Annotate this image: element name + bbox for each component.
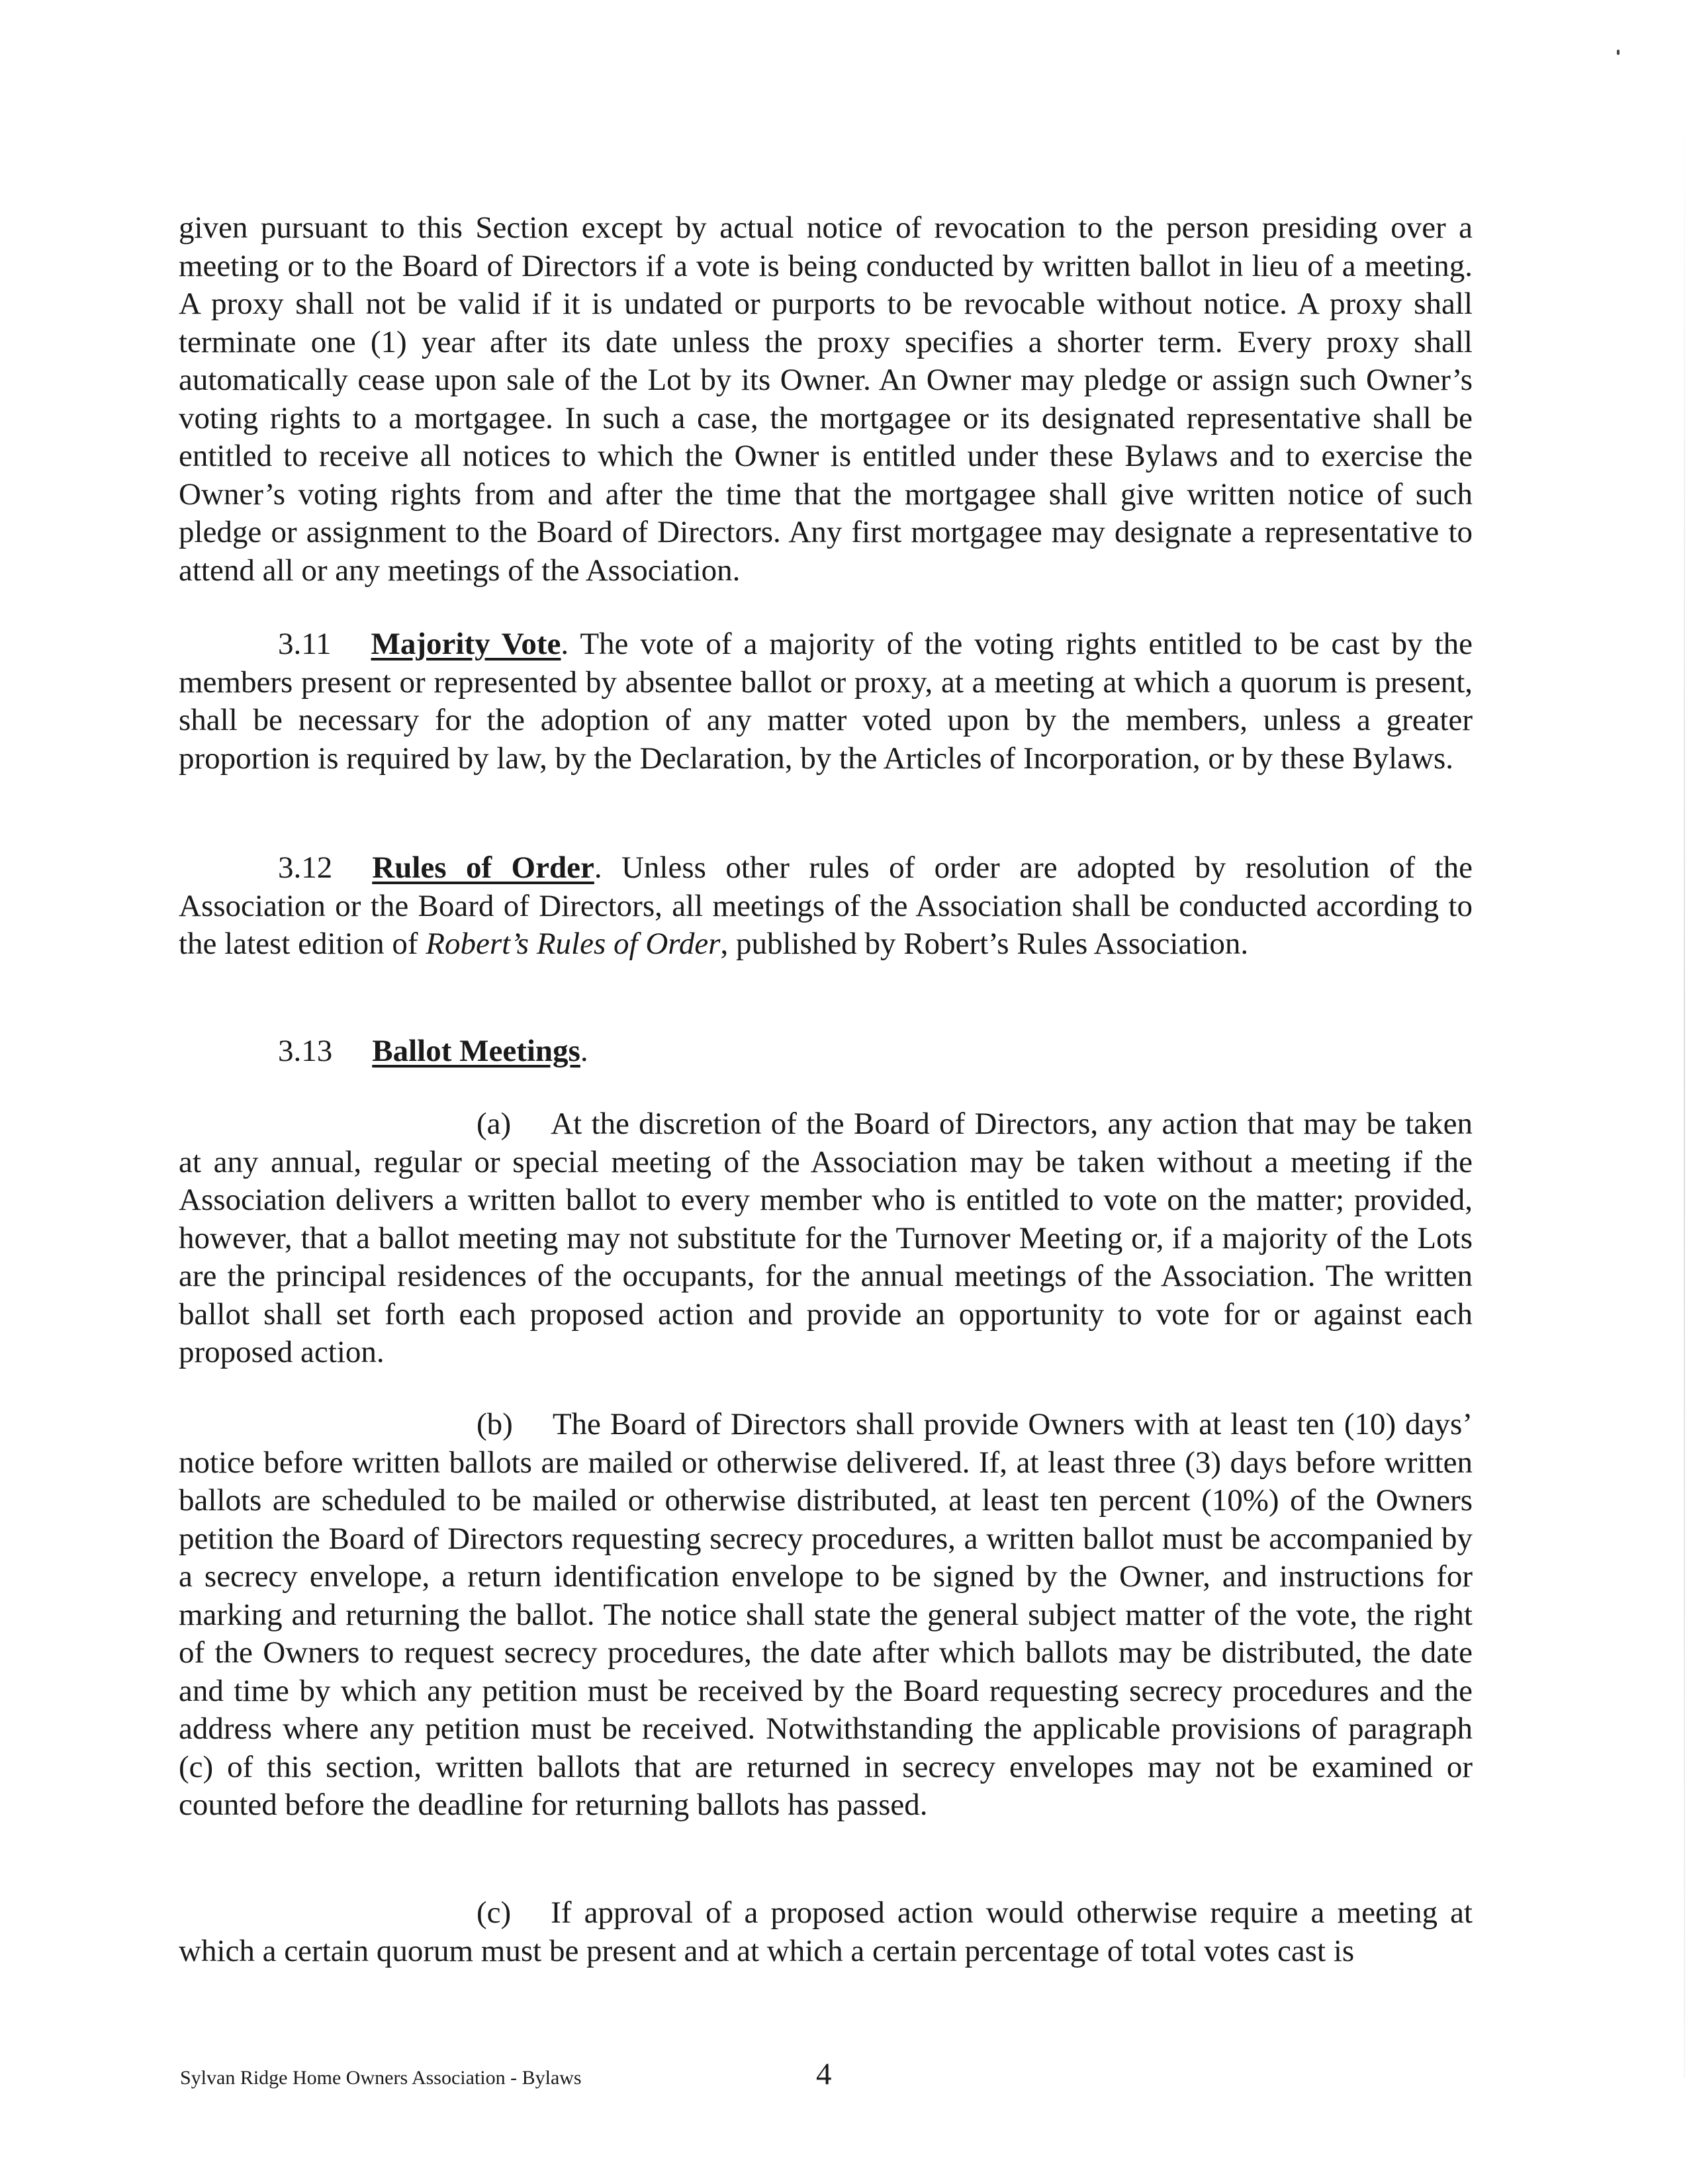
section-3-11-body: The vote of a majority of the voting rights entitled to be cast by the members present or represented by absentee ballot or proxy, at a meeting at which a quorum is present, shall be necessary for the adoption of any matter voted upon by the members, unless a greater proportion is required by law, by the Declaration, by the Articles of Incorporation, or by these Bylaws. (179, 627, 1473, 776)
page-number: 4 (816, 2057, 832, 2091)
continuation-paragraph: given pursuant to this Section except by actual notice of revocation to the person presiding over a meeting or to the Board of Directors if a vote is being conducted by written ballot in lieu of a meeting. A proxy shall not be valid if it is undated or purports to be revocable without notice. A proxy shall terminate one (1) year after its date unless the proxy specifies a shorter term. Every proxy shall automatically cease upon sale of the Lot by its Owner. An Owner may pledge or assign such Owner’s voting rights to a mortgagee. In such a case, the mortgagee or its designated representative shall be entitled to receive all notices to which the Owner is entitled under these Bylaws and to exercise the Owner’s voting rights from and after the time that the mortgagee shall give written notice of such pledge or assignment to the Board of Directors. Any first mortgagee may designate a representative to attend all or any meetings of the Association. (179, 210, 1473, 588)
section-3-13-c (179, 1894, 1473, 1970)
scan-edge-shadow (1684, 93, 1685, 2078)
scan-speck (1617, 50, 1620, 55)
section-3-11-heading: Majority Vote (371, 627, 561, 661)
section-3-11 (179, 625, 1473, 778)
section-3-13-heading-punct: . (580, 1034, 588, 1068)
section-3-12-number: 3.12 (278, 850, 333, 885)
footer-title: Sylvan Ridge Home Owners Association - Bylaws (180, 2067, 582, 2089)
section-3-12-heading-punct: . (594, 850, 602, 885)
section-3-11-heading-punct: . (561, 627, 569, 661)
section-3-12 (179, 849, 1473, 964)
section-3-12-body-start: Unless other rules of order are adopted by resolution of the Association or the Board of Directors, all meetings of the Association shall be conducted according to the latest edition of (179, 850, 1473, 961)
section-3-13-number: 3.13 (278, 1034, 333, 1068)
section-3-12-italic-title: Robert’s Rules of Order (426, 927, 721, 961)
subsection-b-body: The Board of Directors shall provide Owners with at least ten (10) days’ notice before written ballots are mailed or otherwise delivered. If, at least three (3) days before written ballots are scheduled to be mailed or otherwise distributed, at least ten percent (10%) of the Owners petition the Board of Directors requesting secrecy procedures, a written ballot must be accompanied by a secrecy envelope, a return identification envelope to be signed by the Owner, and instructions for marking and returning the ballot. The notice shall state the general subject matter of the vote, the right of the Owners to request secrecy procedures, the date after which ballots may be distributed, the date and time by which any petition must be received by the Board requesting secrecy procedures and the address where any petition must be received. Notwithstanding the applicable provisions of paragraph (c) of this section, written ballots that are returned in secrecy envelopes may not be examined or counted before the deadline for returning ballots has passed. (179, 1407, 1473, 1822)
subsection-c-label: (c) (477, 1895, 512, 1930)
section-3-12-body-end: , published by Robert’s Rules Association. (720, 927, 1249, 961)
subsection-b-label: (b) (477, 1407, 513, 1441)
subsection-c-body: If approval of a proposed action would otherwise require a meeting at which a certain quorum must be present and at which a certain percentage of total votes cast is (179, 1895, 1473, 1968)
section-3-13-b (179, 1406, 1473, 1825)
section-3-11-number: 3.11 (278, 627, 332, 661)
section-3-13-heading-line (179, 1032, 1473, 1071)
subsection-a-body: At the discretion of the Board of Directors, any action that may be taken at any annual, regular or special meeting of the Association may be taken without a meeting if the Association delivers a written ballot to every member who is entitled to vote on the matter; provided, however, that a ballot meeting may not substitute for the Turnover Meeting or, if a majority of the Lots are the principal residences of the occupants, for the annual meetings of the Association. The written ballot shall set forth each proposed action and provide an opportunity to vote for or against each proposed action. (179, 1107, 1473, 1369)
section-3-13-a (179, 1105, 1473, 1372)
section-3-12-heading: Rules of Order (372, 850, 594, 885)
section-3-13-heading: Ballot Meetings (372, 1034, 580, 1068)
subsection-a-label: (a) (477, 1107, 512, 1141)
